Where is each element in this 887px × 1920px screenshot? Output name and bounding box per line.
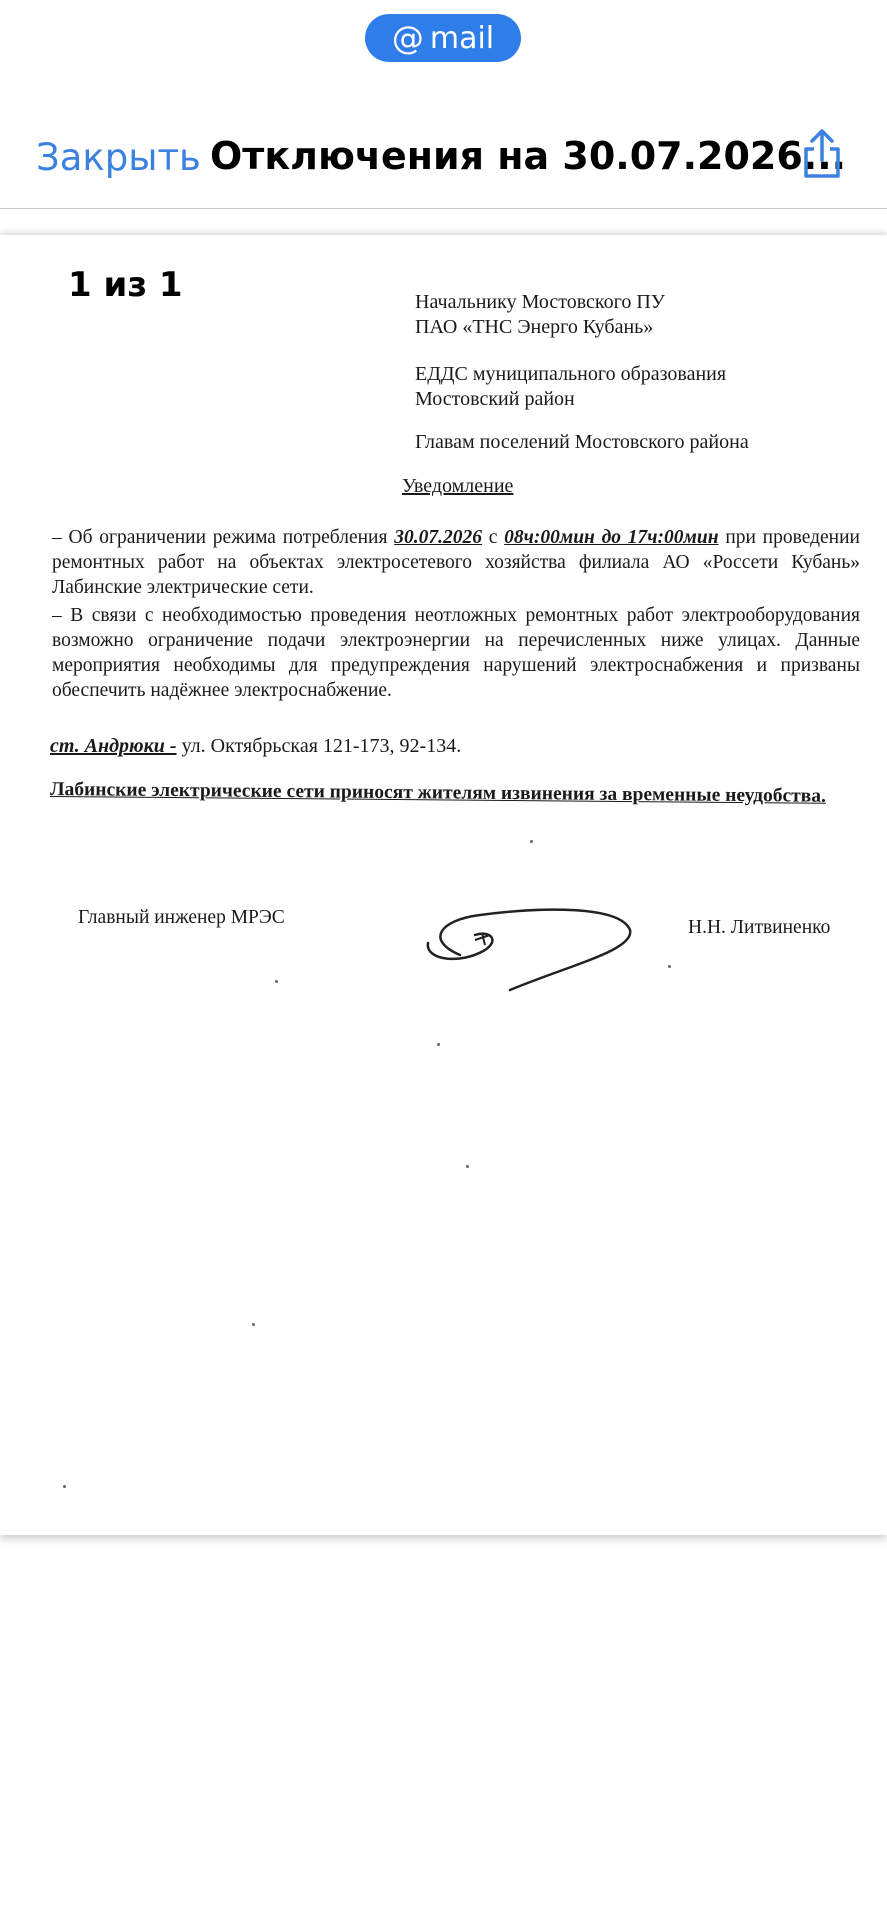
mail-app-badge — [365, 14, 521, 62]
notice-title: Уведомление — [402, 475, 514, 497]
street-line — [50, 735, 461, 758]
signature-image — [420, 895, 640, 995]
at-icon: @ — [391, 19, 424, 57]
close-button[interactable]: Закрыть — [36, 136, 201, 179]
signer-title: Главный инженер МРЭС — [78, 907, 285, 928]
p1-text: с — [488, 527, 498, 548]
mail-badge-label: mail — [429, 20, 495, 56]
town-name: ст. Андрюки - — [50, 735, 177, 757]
scan-speck — [63, 1485, 66, 1488]
share-icon[interactable] — [800, 128, 844, 180]
paragraph-2: – В связи с необходимостью проведения неотложных ремонтных работ электрооборудования возможно ограничение подачи электроэнергии на перечисленных ниже улицах. Данные мероприятия необходимы для предупреждения нарушений электроснабжения и призваны обеспечить надёжнее электроснабжение. — [52, 605, 860, 701]
scan-speck — [530, 840, 533, 843]
paragraph-1 — [52, 525, 860, 600]
recipient-line: Мостовский район — [415, 388, 575, 410]
outage-date: 30.07.2026 — [394, 527, 482, 548]
recipient-line: ЕДДС муниципального образования — [415, 363, 727, 385]
street-list: ул. Октябрьская 121-173, 92-134. — [181, 735, 462, 757]
scan-speck — [252, 1323, 255, 1326]
scan-speck — [466, 1165, 469, 1168]
page-counter: 1 из 1 — [68, 265, 183, 305]
scan-speck — [437, 1043, 440, 1046]
document-page — [0, 235, 887, 1535]
recipient-line: ПАО «ТНС Энерго Кубань» — [415, 316, 654, 338]
scan-speck — [668, 965, 671, 968]
outage-time: 08ч:00мин до 17ч:00мин — [504, 527, 719, 548]
viewer-header — [0, 100, 887, 209]
p1-text: – Об ограничении режима потребления — [52, 527, 388, 548]
recipient-line: Начальнику Мостовского ПУ — [415, 291, 665, 313]
apology-line: Лабинские электрические сети приносят жителям извинения за временные неудобства. — [49, 779, 826, 807]
scan-speck — [275, 980, 278, 983]
signer-name: Н.Н. Литвиненко — [688, 917, 831, 938]
p1-text: при проведении ремонтных работ на объектах электросетевого хозяйства филиала АО «Россети Кубань» Лабинские электрические сети. — [52, 527, 860, 598]
document-title: Отключения на 30.07.2026... — [210, 134, 847, 178]
recipient-line: Главам поселений Мостовского района — [415, 431, 749, 453]
